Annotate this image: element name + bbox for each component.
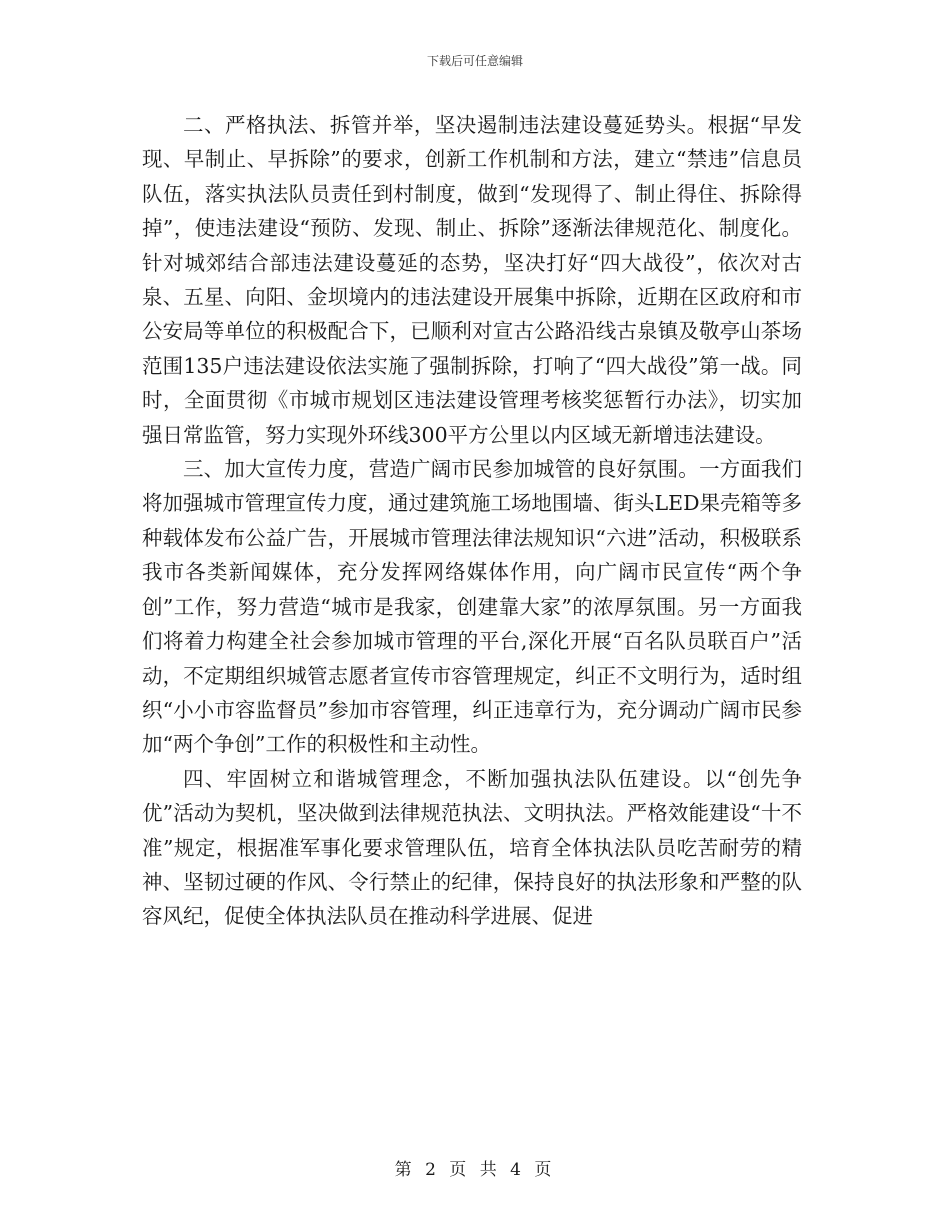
paragraph-section-2: 二、严格执法、拆管并举，坚决遏制违法建设蔓延势头。根据“早发现、早制止、早拆除”的要求，创新工作机制和方法，建立“禁违”信息员队伍，落实执法队员责任到村制度，做到“发现得了、制止得住、拆除得掉”，使违法建设“预防、发现、制止、拆除”逐渐法律规范化、制度化。针对城郊结合部违法建设蔓延的态势，坚决打好“四大战役”，依次对古泉、五星、向阳、金坝境内的违法建设开展集中拆除，近期在区政府和市公安局等单位的积极配合下，已顺利对宣古公路沿线古泉镇及敬亭山茶场范围135户违法建设依法实施了强制拆除，打响了“四大战役”第一战。同时，全面贯彻《市城市规划区违法建设管理考核奖惩暂行办法》，切实加强日常监管，努力实现外环线300平方公里以内区域无新增违法建设。 — [142, 113, 802, 447]
document-body — [142, 108, 802, 934]
paragraph-section-3: 三、加大宣传力度，营造广阔市民参加城管的良好氛围。一方面我们将加强城市管理宣传力度，通过建筑施工场地围墙、街头LED果壳箱等多种载体发布公益广告，开展城市管理法律法规知识“六进”活动，积极联系我市各类新闻媒体，充分发挥网络媒体作用，向广阔市民宣传“两个争创”工作，努力营造“城市是我家，创建靠大家”的浓厚氛围。另一方面我们将着力构建全社会参加城市管理的平台,深化开展“百名队员联百户”活动，不定期组织城管志愿者宣传市容管理规定，纠正不文明行为，适时组织“小小市容监督员”参加市容管理，纠正违章行为，充分调动广阔市民参加“两个争创”工作的积极性和主动性。 — [142, 457, 803, 757]
paragraph-section-4: 四、牢固树立和谐城管理念，不断加强执法队伍建设。以“创先争优”活动为契机，坚决做到法律规范执法、文明执法。严格效能建设“十不准”规定，根据准军事化要求管理队伍，培育全体执法队员吃苦耐劳的精神、坚韧过硬的作风、令行禁止的纪律，保持良好的执法形象和严整的队容风纪，促使全体执法队员在推动科学进展、促进 — [142, 766, 802, 929]
page-header: 下载后可任意编辑 — [426, 54, 523, 68]
page-number-footer: 第 2 页 共 4 页 — [394, 1160, 556, 1180]
